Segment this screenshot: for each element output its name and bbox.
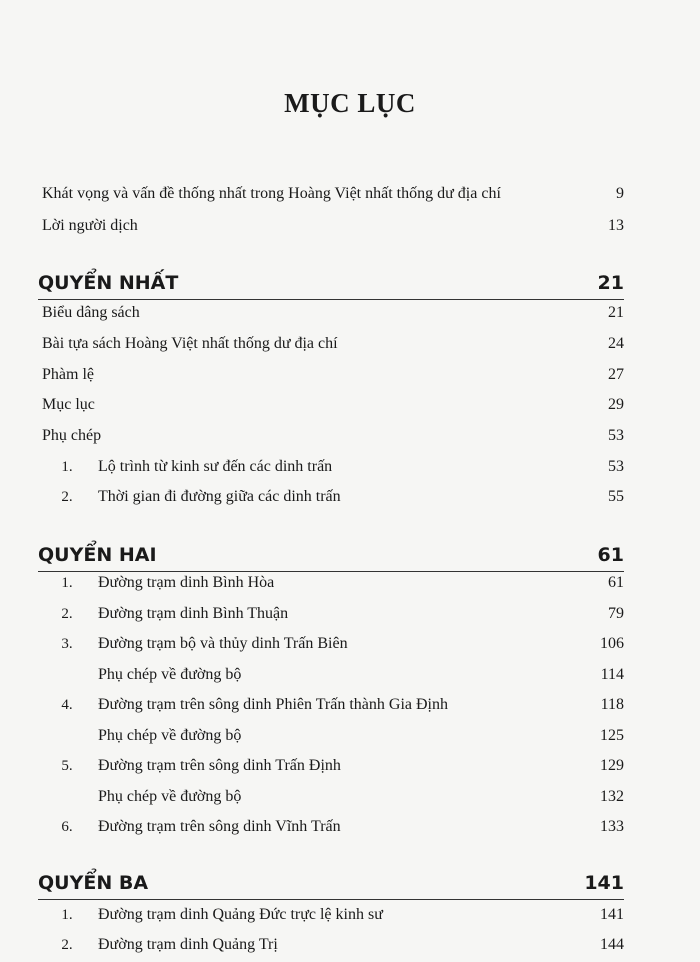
toc-entry-numbered[interactable]	[42, 571, 624, 595]
toc-subentry[interactable]	[98, 663, 624, 687]
entry-page-number: 13	[608, 217, 624, 234]
section-divider	[38, 299, 624, 300]
entry-page-number: 144	[600, 936, 624, 953]
front-matter-entry[interactable]	[42, 214, 624, 238]
entry-number: 2.	[61, 489, 73, 505]
toc-entry-numbered[interactable]	[42, 903, 624, 927]
entry-title: Đường trạm dinh Quảng Đức trực lệ kinh sư	[98, 906, 383, 923]
section-title: QUYỂN NHẤT	[38, 272, 179, 294]
entry-title: Đường trạm bộ và thủy dinh Trấn Biên	[98, 635, 348, 652]
entry-title: Thời gian đi đường giữa các dinh trấn	[98, 488, 341, 505]
entry-page-number: 9	[616, 185, 624, 202]
toc-entry[interactable]	[42, 332, 624, 356]
toc-entry-numbered[interactable]	[42, 632, 624, 656]
entry-title: Lộ trình từ kinh sư đến các dinh trấn	[98, 458, 333, 475]
entry-title: Khát vọng và vấn đề thống nhất trong Hoàng Việt nhất thống dư địa chí	[42, 185, 501, 202]
toc-entry-numbered[interactable]	[42, 933, 624, 957]
entry-page-number: 53	[608, 458, 624, 475]
toc-entry[interactable]	[42, 424, 624, 448]
entry-title: Phụ chép về đường bộ	[98, 727, 242, 744]
section-page-number: 61	[597, 544, 624, 566]
entry-page-number: 133	[600, 818, 624, 835]
entry-page-number: 29	[608, 396, 624, 413]
entry-title: Phàm lệ	[42, 366, 94, 383]
entry-number: 5.	[61, 758, 73, 774]
section-page-number: 21	[597, 272, 624, 294]
entry-page-number: 125	[600, 727, 624, 744]
entry-title: Đường trạm dinh Bình Hòa	[98, 574, 275, 591]
entry-number: 4.	[61, 697, 73, 713]
entry-page-number: 118	[600, 696, 624, 713]
entry-page-number: 132	[600, 788, 624, 805]
entry-page-number: 114	[600, 666, 624, 683]
toc-entry-numbered[interactable]	[42, 754, 624, 778]
entry-page-number: 79	[608, 605, 624, 622]
section-divider	[38, 899, 624, 900]
entry-page-number: 24	[608, 335, 624, 352]
section-title: QUYỂN BA	[38, 872, 149, 894]
entry-number: 2.	[61, 606, 73, 622]
entry-title: Đường trạm trên sông dinh Phiên Trấn thành Gia Định	[98, 696, 448, 713]
entry-number: 3.	[61, 636, 73, 652]
front-matter-entry[interactable]	[42, 182, 624, 206]
toc-entry-numbered[interactable]	[42, 815, 624, 839]
entry-page-number: 106	[600, 635, 624, 652]
entry-title: Phụ chép về đường bộ	[98, 788, 242, 805]
entry-page-number: 21	[608, 304, 624, 321]
entry-number: 1.	[61, 459, 73, 475]
toc-entry-numbered[interactable]	[42, 455, 624, 479]
entry-title: Bài tựa sách Hoàng Việt nhất thống dư địa chí	[42, 335, 338, 352]
entry-title: Lời người dịch	[42, 217, 138, 234]
entry-title: Biểu dâng sách	[42, 304, 140, 321]
entry-number: 6.	[61, 819, 73, 835]
entry-number: 1.	[61, 575, 73, 591]
entry-page-number: 55	[608, 488, 624, 505]
entry-title: Đường trạm dinh Bình Thuận	[98, 605, 289, 622]
toc-entry-numbered[interactable]	[42, 693, 624, 717]
entry-title: Đường trạm dinh Quảng Trị	[98, 936, 278, 953]
entry-number: 1.	[61, 907, 73, 923]
entry-title: Đường trạm trên sông dinh Vĩnh Trấn	[98, 818, 341, 835]
toc-entry[interactable]	[42, 393, 624, 417]
section-heading[interactable]	[38, 267, 624, 299]
toc-subentry[interactable]	[98, 785, 624, 809]
toc-subentry[interactable]	[98, 724, 624, 748]
page-title: MỤC LỤC	[284, 88, 416, 118]
section-heading[interactable]	[38, 867, 624, 899]
entry-page-number: 141	[600, 906, 624, 923]
entry-page-number: 129	[600, 757, 624, 774]
toc-entry[interactable]	[42, 363, 624, 387]
section-heading[interactable]	[38, 539, 624, 571]
entry-page-number: 53	[608, 427, 624, 444]
toc-entry-numbered[interactable]	[42, 485, 624, 509]
entry-page-number: 61	[608, 574, 624, 591]
section-title: QUYỂN HAI	[38, 544, 157, 566]
entry-title: Phụ chép về đường bộ	[98, 666, 242, 683]
entry-title: Mục lục	[42, 396, 95, 413]
entry-title: Phụ chép	[42, 427, 102, 444]
entry-page-number: 27	[608, 366, 624, 383]
entry-number: 2.	[61, 937, 73, 953]
section-page-number: 141	[584, 872, 624, 894]
toc-entry-numbered[interactable]	[42, 602, 624, 626]
entry-title: Đường trạm trên sông dinh Trấn Định	[98, 757, 341, 774]
toc-entry[interactable]	[42, 301, 624, 325]
